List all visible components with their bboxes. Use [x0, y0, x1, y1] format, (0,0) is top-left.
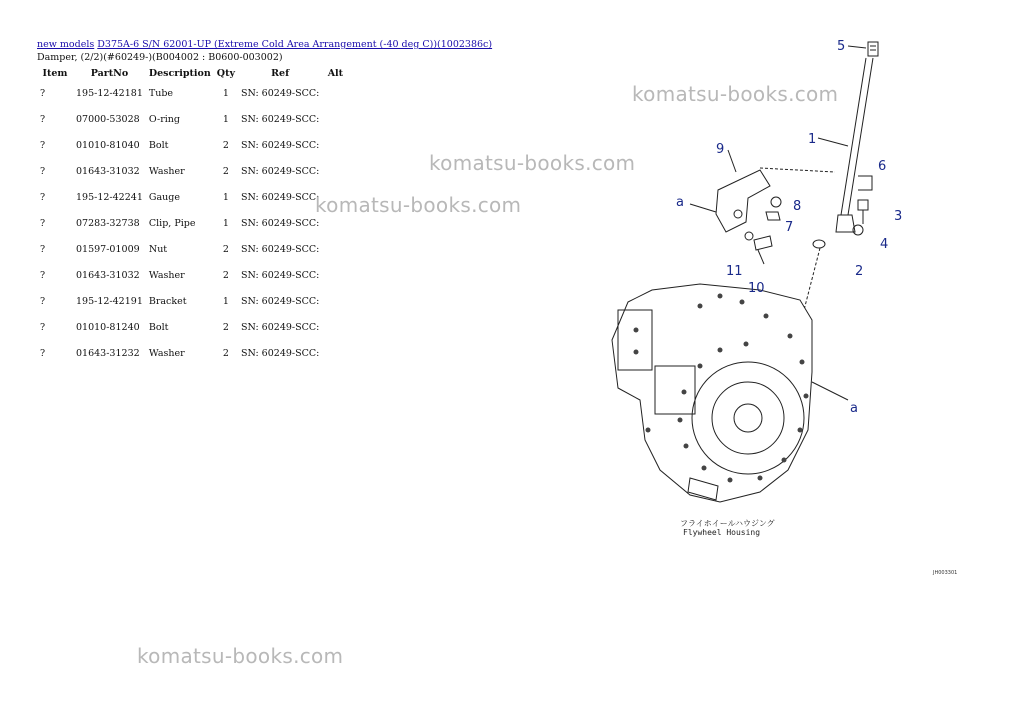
cell-qty: 1: [222, 192, 229, 203]
watermark-text: komatsu-books.com: [137, 644, 344, 668]
cell-alt: [322, 315, 348, 341]
cell-qty: 1: [222, 114, 229, 125]
cell-description: O-ring: [148, 114, 181, 125]
cell-alt: [322, 289, 348, 315]
drawing-code: JH003301: [933, 570, 958, 576]
cell-qty: 1: [222, 296, 229, 307]
cell-description: Washer: [148, 166, 185, 177]
cell-qty: 1: [222, 218, 229, 229]
watermark-text: komatsu-books.com: [429, 151, 636, 175]
table-row: [37, 263, 348, 289]
cell-item: ?: [40, 166, 46, 177]
cell-ref: SN: 60249-SCC:: [240, 218, 320, 229]
parts-table: [37, 65, 348, 367]
cell-item: ?: [40, 296, 46, 307]
callout-label: 4: [880, 237, 889, 252]
cell-partno: 01643-31232: [76, 348, 140, 359]
cell-item: ?: [40, 244, 46, 255]
table-row: [37, 159, 348, 185]
col-header-partno: PartNo: [90, 67, 129, 79]
cell-item: ?: [40, 348, 46, 359]
watermark-text: komatsu-books.com: [632, 82, 839, 106]
table-row: [37, 289, 348, 315]
table-row: [37, 185, 348, 211]
cell-partno: 195-12-42241: [76, 192, 143, 203]
diagram-caption-jp: フライホイールハウジング: [680, 519, 775, 528]
cell-partno: 01597-01009: [76, 244, 140, 255]
cell-description: Washer: [148, 270, 185, 281]
cell-alt: [322, 159, 348, 185]
gauge-tube-drawing: [795, 42, 878, 345]
table-row: [37, 107, 348, 133]
callout-label: a: [850, 401, 858, 416]
table-row: [37, 315, 348, 341]
cell-item: ?: [40, 270, 46, 281]
cell-ref: SN: 60249-SCC:: [240, 192, 320, 203]
cell-partno: 01010-81240: [76, 322, 140, 333]
table-row: [37, 211, 348, 237]
cell-alt: [322, 341, 348, 367]
cell-description: Nut: [148, 244, 168, 255]
table-row: [37, 133, 348, 159]
callout-label: 3: [894, 209, 903, 224]
table-row: [37, 81, 348, 107]
cell-item: ?: [40, 322, 46, 333]
breadcrumb-link-new-models[interactable]: new models: [37, 39, 95, 50]
cell-ref: SN: 60249-SCC:: [240, 270, 320, 281]
callout-label: 2: [855, 264, 864, 279]
cell-alt: [322, 107, 348, 133]
diagram-caption-en: Flywheel Housing: [683, 528, 761, 537]
cell-ref: SN: 60249-SCC:: [240, 244, 320, 255]
cell-alt: [322, 237, 348, 263]
cell-ref: SN: 60249-SCC:: [240, 322, 320, 333]
cell-ref: SN: 60249-SCC:: [240, 114, 320, 125]
callout-label: 11: [726, 264, 743, 279]
cell-item: ?: [40, 192, 46, 203]
col-header-description: Description: [148, 67, 211, 79]
cell-qty: 2: [222, 244, 229, 255]
cell-qty: 2: [222, 166, 229, 177]
cell-description: Gauge: [148, 192, 180, 203]
callout-label: 9: [716, 142, 725, 157]
cell-ref: SN: 60249-SCC:: [240, 88, 320, 99]
col-header-item: Item: [42, 67, 68, 79]
cell-partno: 195-12-42181: [76, 88, 143, 99]
watermark-text: komatsu-books.com: [315, 193, 522, 217]
callout-label: 6: [878, 159, 887, 174]
breadcrumb: [37, 39, 492, 51]
cell-description: Tube: [148, 88, 174, 99]
cell-partno: 195-12-42191: [76, 296, 143, 307]
cell-partno: 01643-31032: [76, 166, 140, 177]
cell-ref: SN: 60249-SCC:: [240, 348, 320, 359]
callout-label: 5: [837, 39, 846, 54]
cell-partno: 01643-31032: [76, 270, 140, 281]
callout-label: 8: [793, 199, 802, 214]
cell-description: Clip, Pipe: [148, 218, 196, 229]
table-header-row: [37, 65, 348, 81]
cell-alt: [322, 81, 348, 107]
cell-description: Washer: [148, 348, 185, 359]
cell-description: Bracket: [148, 296, 187, 307]
cell-ref: SN: 60249-SCC:: [240, 140, 320, 151]
cell-description: Bolt: [148, 140, 169, 151]
cell-partno: 01010-81040: [76, 140, 140, 151]
bracket-drawing: [690, 168, 835, 232]
cell-qty: 2: [222, 270, 229, 281]
cell-qty: 2: [222, 348, 229, 359]
callout-label: 1: [808, 132, 817, 147]
callout-label: 10: [748, 281, 765, 296]
table-row: [37, 237, 348, 263]
cell-item: ?: [40, 114, 46, 125]
cell-partno: 07000-53028: [76, 114, 140, 125]
col-header-alt: Alt: [327, 67, 344, 79]
cell-item: ?: [40, 218, 46, 229]
parts-diagram: [600, 30, 1010, 590]
cell-qty: 1: [222, 88, 229, 99]
cell-partno: 07283-32738: [76, 218, 140, 229]
callout-label: 7: [785, 220, 794, 235]
cell-item: ?: [40, 140, 46, 151]
table-row: [37, 341, 348, 367]
cell-qty: 2: [222, 322, 229, 333]
cell-alt: [322, 133, 348, 159]
flywheel-housing-drawing: [612, 284, 848, 502]
col-header-ref: Ref: [271, 67, 290, 79]
cell-ref: SN: 60249-SCC:: [240, 296, 320, 307]
cell-alt: [322, 263, 348, 289]
callout-label: a: [676, 195, 684, 210]
cell-description: Bolt: [148, 322, 169, 333]
cell-ref: SN: 60249-SCC:: [240, 166, 320, 177]
page-subtitle: Damper, (2/2)(#60249-)(B004002 : B0600-003002): [37, 52, 283, 63]
cell-qty: 2: [222, 140, 229, 151]
breadcrumb-link-model[interactable]: D375A-6 S/N 62001-UP (Extreme Cold Area Arrangement (-40 deg C))(1002386c): [97, 39, 493, 50]
cell-item: ?: [40, 88, 46, 99]
col-header-qty: Qty: [216, 67, 235, 79]
